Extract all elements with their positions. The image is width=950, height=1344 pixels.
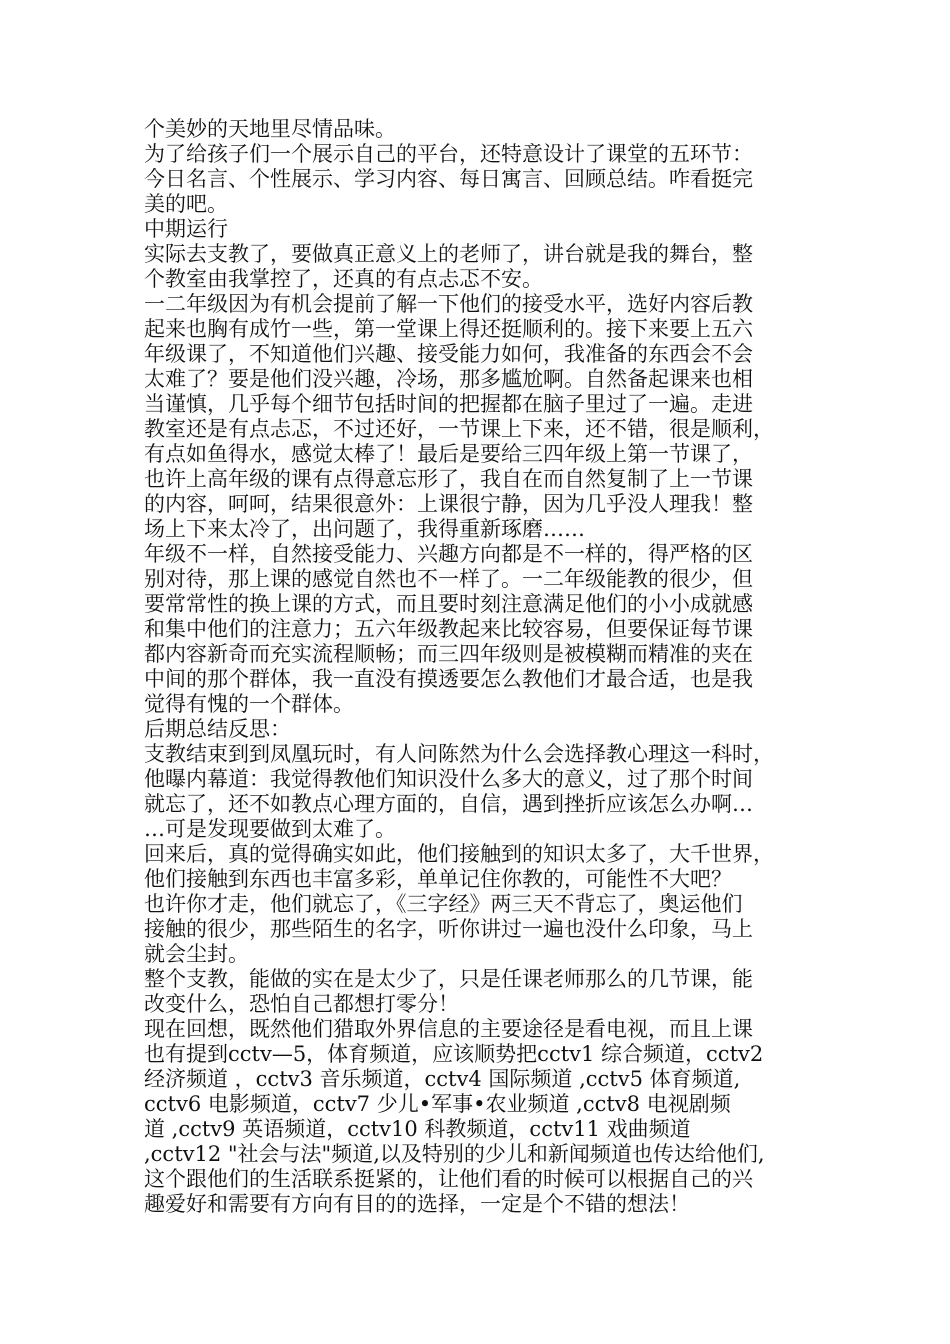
text-line: 有点如鱼得水，感觉太棒了！最后是要给三四年级上第一节课了， xyxy=(144,442,753,466)
text-line: 整个支教，能做的实在是太少了，只是任课老师那么的几节课，能 xyxy=(144,967,753,991)
section-heading: 后期总结反思： xyxy=(144,717,291,741)
text-line: 个美妙的天地里尽情品味。 xyxy=(144,117,396,141)
text-line: …可是发现要做到太难了。 xyxy=(144,817,396,841)
text-line: 他曝内幕道：我觉得教他们知识没什么多大的意义，过了那个时间 xyxy=(144,767,753,791)
text-line: 为了给孩子们一个展示自己的平台，还特意设计了课堂的五环节： xyxy=(144,142,753,166)
text-line: 改变什么，恐怕自己都想打零分！ xyxy=(144,992,459,1016)
text-line: 经济频道 ，cctv3 音乐频道，cctv4 国际频道 ,cctv5 体育频道, xyxy=(144,1067,741,1091)
text-line: 起来也胸有成竹一些，第一堂课上得还挺顺利的。接下来要上五六 xyxy=(144,317,753,341)
section-heading: 中期运行 xyxy=(144,217,228,241)
text-line: 当谨慎，几乎每个细节包括时间的把握都在脑子里过了一遍。走进 xyxy=(144,392,753,416)
text-line: 教室还是有点忐忑，不过还好，一节课上下来，还不错，很是顺利， xyxy=(144,417,774,441)
text-line: 一二年级因为有机会提前了解一下他们的接受水平，选好内容后教 xyxy=(144,292,753,316)
text-line: ,cctv12 "社会与法"频道,以及特别的少儿和新闻频道也传达给他们, xyxy=(144,1142,765,1166)
document-body xyxy=(144,117,816,1217)
text-line: 就会尘封。 xyxy=(144,942,249,966)
text-line: 回来后，真的觉得确实如此，他们接触到的知识太多了，大千世界， xyxy=(144,842,774,866)
text-line: 这个跟他们的生活联系挺紧的，让他们看的时候可以根据自己的兴 xyxy=(144,1167,753,1191)
text-line: 要常常性的换上课的方式，而且要时刻注意满足他们的小小成就感 xyxy=(144,592,753,616)
text-line: 现在回想，既然他们猎取外界信息的主要途径是看电视，而且上课 xyxy=(144,1017,753,1041)
text-line: 道 ,cctv9 英语频道，cctv10 科教频道，cctv11 戏曲频道 xyxy=(144,1117,691,1141)
text-line: 年级课了，不知道他们兴趣、接受能力如何，我准备的东西会不会 xyxy=(144,342,753,366)
text-line: 实际去支教了，要做真正意义上的老师了，讲台就是我的舞台，整 xyxy=(144,242,753,266)
text-line: 美的吧。 xyxy=(144,192,228,216)
text-line: 就忘了，还不如教点心理方面的，自信，遇到挫折应该怎么办啊… xyxy=(144,792,753,816)
text-line: 太难了？要是他们没兴趣，冷场，那多尴尬啊。自然备起课来也相 xyxy=(144,367,753,391)
text-line: 接触的很少，那些陌生的名字，听你讲过一遍也没什么印象，马上 xyxy=(144,917,753,941)
text-line: 年级不一样，自然接受能力、兴趣方向都是不一样的，得严格的区 xyxy=(144,542,753,566)
text-line: 个教室由我掌控了，还真的有点忐忑不安。 xyxy=(144,267,543,291)
text-line: 都内容新奇而充实流程顺畅；而三四年级则是被模糊而精准的夹在 xyxy=(144,642,753,666)
text-line: 也有提到cctv—5，体育频道，应该顺势把cctv1 综合频道，cctv2 xyxy=(144,1042,764,1066)
text-line: 趣爱好和需要有方向有目的的选择，一定是个不错的想法！ xyxy=(144,1192,690,1216)
text-line: 他们接触到东西也丰富多彩，单单记住你教的，可能性不大吧？ xyxy=(144,867,732,891)
text-line: 也许上高年级的课有点得意忘形了，我自在而自然复制了上一节课 xyxy=(144,467,753,491)
text-line: 场上下来太冷了，出问题了，我得重新琢磨…… xyxy=(144,517,585,541)
text-line: 觉得有愧的一个群体。 xyxy=(144,692,354,716)
text-line: 别对待，那上课的感觉自然也不一样了。一二年级能教的很少，但 xyxy=(144,567,753,591)
text-line: 中间的那个群体，我一直没有摸透要怎么教他们才最合适，也是我 xyxy=(144,667,753,691)
text-line: 也许你才走，他们就忘了，《三字经》两三天不背忘了，奥运他们 xyxy=(144,892,743,916)
text-line: 的内容，呵呵，结果很意外：上课很宁静，因为几乎没人理我！整 xyxy=(144,492,753,516)
text-line: 今日名言、个性展示、学习内容、每日寓言、回顾总结。咋看挺完 xyxy=(144,167,753,191)
text-line: 支教结束到到凤凰玩时，有人问陈然为什么会选择教心理这一科时， xyxy=(144,742,774,766)
text-line: cctv6 电影频道，cctv7 少儿•军事•农业频道 ,cctv8 电视剧频 xyxy=(144,1092,731,1116)
text-line: 和集中他们的注意力；五六年级教起来比较容易，但要保证每节课 xyxy=(144,617,753,641)
